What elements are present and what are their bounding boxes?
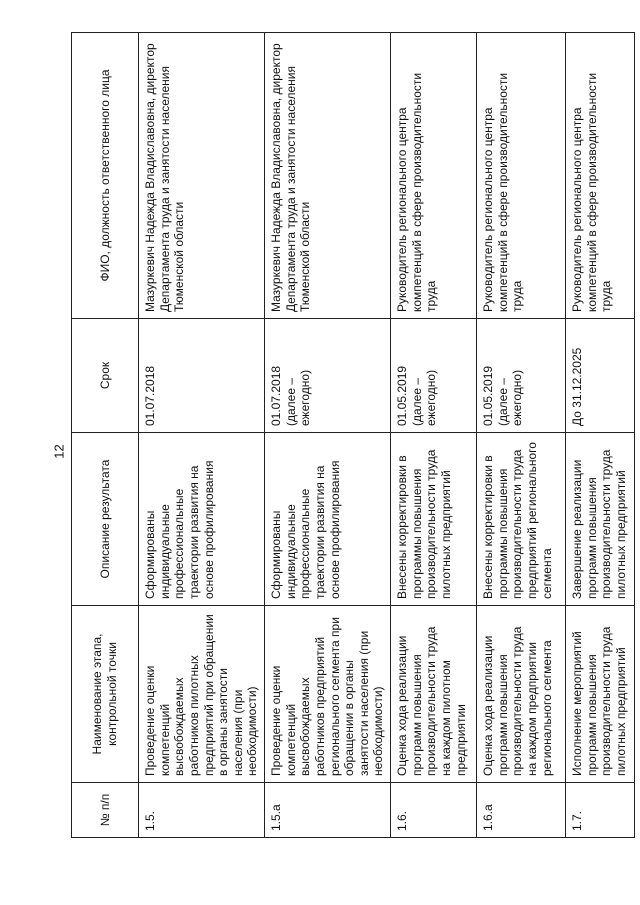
table-row xyxy=(391,33,477,838)
cell-result: Сформированы индивидуальные профессиональные траектории развития на основе профилирования xyxy=(265,433,391,606)
cell-number: 1.5. xyxy=(139,783,265,838)
table-row xyxy=(265,33,391,838)
rotated-page-content xyxy=(71,33,628,838)
cell-responsible: Руководитель регионального центра компетенций в сфере производительности труда xyxy=(477,33,566,319)
table-row xyxy=(566,33,635,838)
cell-term: 01.05.2019 (далее – ежегодно) xyxy=(391,319,477,433)
cell-responsible: Мазуркевич Надежда Владиславовна, директор Департамента труда и занятости населения Тюменской области xyxy=(265,33,391,319)
header-result: Описание результата xyxy=(72,433,139,606)
cell-term: До 31.12.2025 xyxy=(566,319,635,433)
header-term: Срок xyxy=(72,319,139,433)
cell-number: 1.5.а xyxy=(265,783,391,838)
table-row xyxy=(477,33,566,838)
cell-number: 1.7. xyxy=(566,783,635,838)
cell-responsible: Руководитель регионального центра компетенций в сфере производительности труда xyxy=(566,33,635,319)
cell-number: 1.6. xyxy=(391,783,477,838)
cell-term: 01.05.2019 (далее – ежегодно) xyxy=(477,319,566,433)
cell-stage: Проведение оценки компетенций высвобождаемых работников предприятий регионального сегмента при обращении в органы занятости населения (при необходимости) xyxy=(265,606,391,783)
cell-result: Внесены корректировки в программы повышения производительности труда пилотных предприятий xyxy=(391,433,477,606)
cell-stage: Оценка хода реализации программ повышения производительности труда на каждом предприятии регионального сегмента xyxy=(477,606,566,783)
page-number: 12 xyxy=(51,444,67,459)
header-stage: Наименование этапа, контрольной точки xyxy=(72,606,139,783)
table-row xyxy=(139,33,265,838)
cell-term: 01.07.2018 (далее – ежегодно) xyxy=(265,319,391,433)
cell-stage: Оценка хода реализации программ повышения производительности труда на каждом пилотном предприятии xyxy=(391,606,477,783)
cell-result: Внесены корректировки в программы повышения производительности труда предприятий регионального сегмента xyxy=(477,433,566,606)
cell-result: Завершение реализации программ повышения производительности труда пилотных предприятий xyxy=(566,433,635,606)
cell-stage: Проведение оценки компетенций высвобождаемых работников пилотных предприятий при обращении в органы занятости населения (при необходимости) xyxy=(139,606,265,783)
table-header-row xyxy=(72,33,139,838)
cell-result: Сформированы индивидуальные профессиональные траектории развития на основе профилирования xyxy=(139,433,265,606)
header-number: № п/п xyxy=(72,783,139,838)
plan-table xyxy=(71,32,635,838)
cell-responsible: Мазуркевич Надежда Владиславовна, директор Департамента труда и занятости населения Тюменской области xyxy=(139,33,265,319)
cell-responsible: Руководитель регионального центра компетенций в сфере производительности труда xyxy=(391,33,477,319)
cell-number: 1.6.а xyxy=(477,783,566,838)
header-responsible: ФИО, должность ответственного лица xyxy=(72,33,139,319)
cell-stage: Исполнение мероприятий программ повышения производительности труда пилотных предприятий xyxy=(566,606,635,783)
cell-term: 01.07.2018 xyxy=(139,319,265,433)
